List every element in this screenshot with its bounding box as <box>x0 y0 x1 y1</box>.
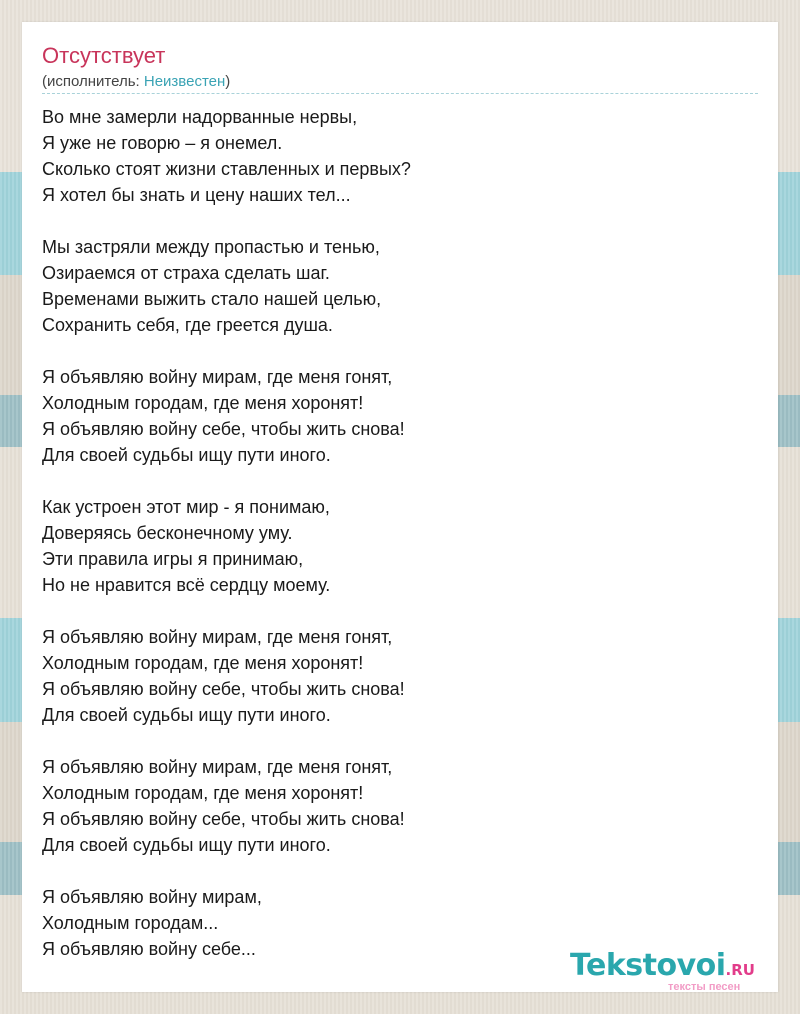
lyrics-line: Холодным городам... <box>42 913 219 933</box>
lyrics-body <box>42 104 758 988</box>
lyrics-line: Я объявляю войну мирам, где меня гонят, <box>42 757 393 777</box>
lyrics-line: Эти правила игры я принимаю, <box>42 549 304 569</box>
lyrics-line: Я объявляю войну себе, чтобы жить снова! <box>42 679 405 699</box>
lyrics-line: Холодным городам, где меня хоронят! <box>42 653 364 673</box>
song-title: Отсутствует <box>42 43 166 68</box>
lyrics-line: Сколько стоят жизни ставленных и первых? <box>42 159 411 179</box>
lyrics-line: Но не нравится всё сердцу моему. <box>42 575 331 595</box>
lyrics-line: Сохранить себя, где греется душа. <box>42 315 333 335</box>
lyrics-line: Озираемся от страха сделать шаг. <box>42 263 330 283</box>
logo-tagline: тексты песен <box>668 981 741 993</box>
lyrics-line: Во мне замерли надорванные нервы, <box>42 107 358 127</box>
lyrics-line: Холодным городам, где меня хоронят! <box>42 783 364 803</box>
artist-link[interactable]: Неизвестен <box>143 73 226 90</box>
lyrics-line: Как устроен этот мир - я понимаю, <box>42 497 330 517</box>
lyrics-line: Я объявляю войну мирам, <box>42 887 262 907</box>
lyrics-line: Для своей судьбы ищу пути иного. <box>42 445 331 465</box>
logo-word: Tekstovoi <box>570 948 726 983</box>
lyrics-line: Я объявляю войну себе... <box>42 939 256 959</box>
lyrics-line: Я объявляю войну мирам, где меня гонят, <box>42 367 393 387</box>
lyrics-line: Мы застряли между пропастью и тенью, <box>42 237 380 257</box>
artist-suffix: ) <box>225 73 231 90</box>
lyrics-card <box>22 22 778 992</box>
lyrics-stanza <box>42 624 758 728</box>
lyrics-line: Я хотел бы знать и цену наших тел... <box>42 185 351 205</box>
artist-line <box>42 73 230 91</box>
lyrics-stanza <box>42 754 758 858</box>
title-divider <box>42 93 758 94</box>
lyrics-line: Я объявляю войну себе, чтобы жить снова! <box>42 419 405 439</box>
lyrics-line: Холодным городам, где меня хоронят! <box>42 393 364 413</box>
lyrics-line: Временами выжить стало нашей целью, <box>42 289 382 309</box>
logo-tld: .RU <box>725 961 755 979</box>
artist-prefix: (исполнитель: <box>42 73 144 90</box>
lyrics-line: Доверяясь бесконечному уму. <box>42 523 293 543</box>
lyrics-line: Я объявляю войну мирам, где меня гонят, <box>42 627 393 647</box>
lyrics-line: Я объявляю войну себе, чтобы жить снова! <box>42 809 405 829</box>
lyrics-stanza <box>42 364 758 468</box>
lyrics-line: Для своей судьбы ищу пути иного. <box>42 835 331 855</box>
site-logo[interactable] <box>570 948 780 998</box>
lyrics-line: Я уже не говорю – я онемел. <box>42 133 283 153</box>
lyrics-stanza <box>42 494 758 598</box>
lyrics-stanza <box>42 234 758 338</box>
lyrics-stanza <box>42 104 758 208</box>
lyrics-line: Для своей судьбы ищу пути иного. <box>42 705 331 725</box>
